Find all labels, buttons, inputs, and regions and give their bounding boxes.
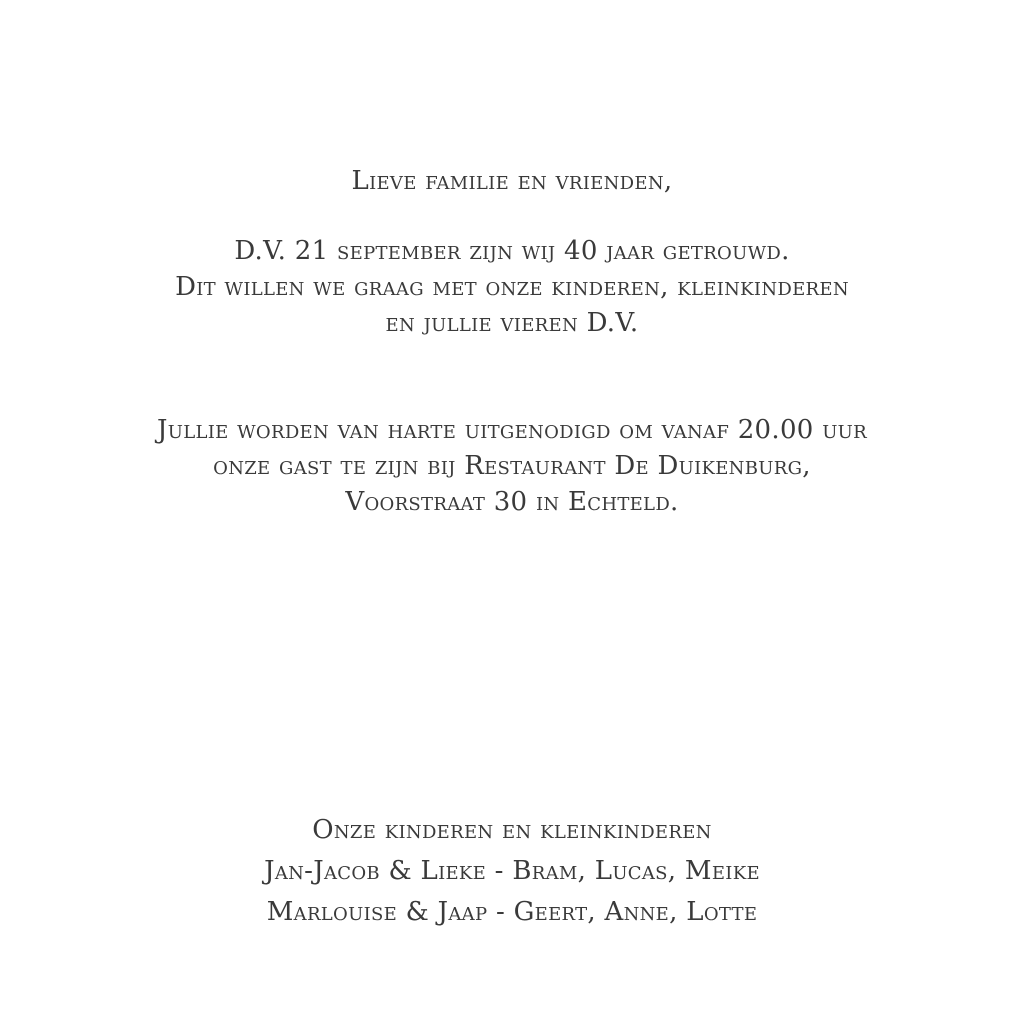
family-line-2: Marlouise & Jaap - Geert, Anne, Lotte xyxy=(266,897,758,927)
family-line-1: Jan-Jacob & Lieke - Bram, Lucas, Meike xyxy=(264,856,760,886)
invitation-line-1: Jullie worden van harte uitgenodigd om vanaf 20.00 uur xyxy=(157,415,867,445)
announcement-line-2: Dit willen we graag met onze kinderen, kleinkinderen xyxy=(175,272,849,302)
greeting: Lieve familie en vrienden, xyxy=(351,166,673,196)
announcement-line-3: en jullie vieren D.V. xyxy=(385,308,639,338)
announcement-line-1: D.V. 21 september zijn wij 40 jaar getrouwd. xyxy=(234,236,790,266)
invitation-line-2: onze gast te zijn bij Restaurant De Duikenburg, xyxy=(213,451,811,481)
invitation-line-3: Voorstraat 30 in Echteld. xyxy=(345,487,679,517)
family-heading: Onze kinderen en kleinkinderen xyxy=(312,815,712,845)
